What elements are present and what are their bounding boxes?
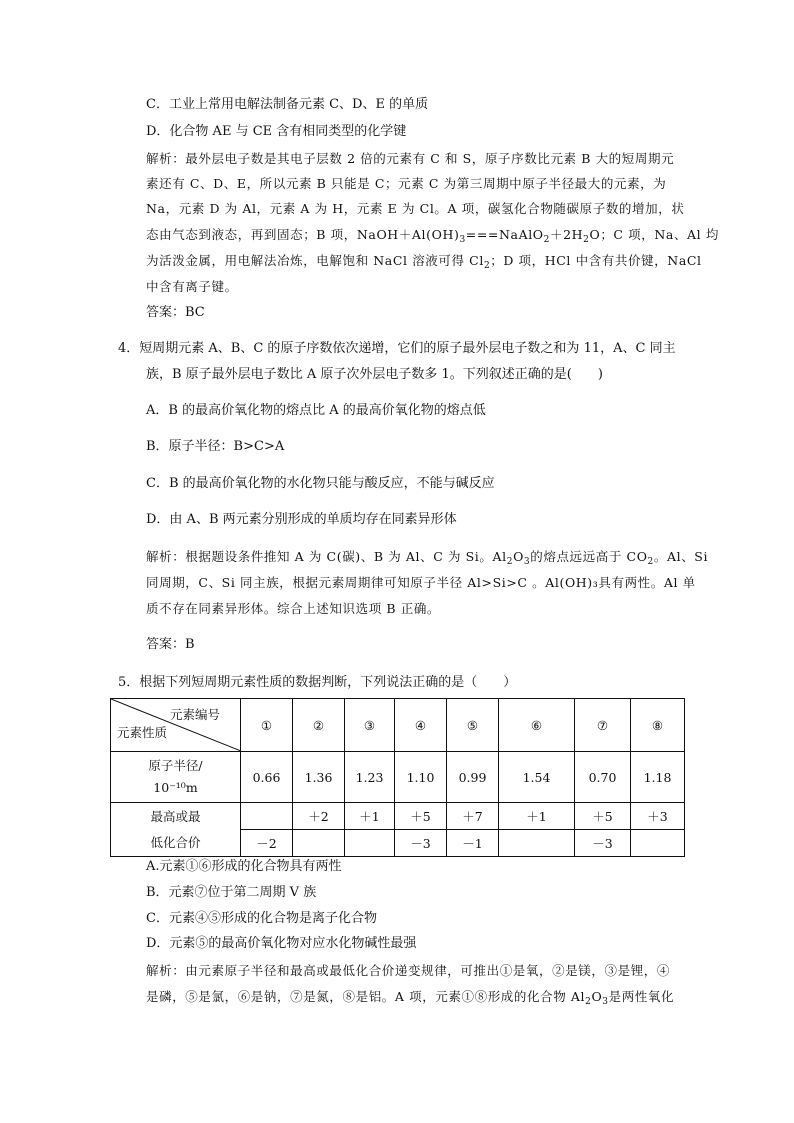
q5-stem xyxy=(118,674,516,692)
table-column-header: ⑦ xyxy=(575,699,631,752)
table-row-header xyxy=(111,803,241,857)
q5-explanation-line: 解析：由元素原子半径和最高或最低化合价递变规律，可推出①是氧，②是镁，③是锂，④ xyxy=(146,963,671,978)
text-run: 解析：根据题设条件推知 A 为 C(碳)、B 为 Al、C 为 Si。Al xyxy=(146,549,507,564)
table-cell: 1.18 xyxy=(631,752,685,803)
table-column-header: ⑤ xyxy=(447,699,499,752)
table-column-header: ⑧ xyxy=(631,699,685,752)
table-column-header: ③ xyxy=(345,699,395,752)
text-run: 态由气态到液态，再到固态；B 项，NaOH＋Al(OH) xyxy=(146,227,460,242)
subscript: 2 xyxy=(585,997,592,1007)
subscript: 2 xyxy=(506,557,514,567)
subscript: 2 xyxy=(543,235,550,245)
q4-option-a: A．B 的最高价氧化物的熔点比 A 的最高价氧化物的熔点低 xyxy=(146,403,486,418)
table-row xyxy=(111,752,685,803)
q4-stem-cont: 族，B 原子最外层电子数比 A 原子次外层电子数多 1。下列叙述正确的是( ) xyxy=(146,367,603,382)
table-cell: －3 xyxy=(575,830,631,857)
text-run: O xyxy=(591,989,603,1004)
element-properties-table xyxy=(110,698,685,857)
q4-option-d: D．由 A、B 两元素分别形成的单质均存在同素异形体 xyxy=(146,512,457,527)
q3-explanation-line: 中含有离子键。 xyxy=(146,279,238,294)
table-cell: －3 xyxy=(395,830,447,857)
text-run: 。Al、Si xyxy=(653,549,709,564)
table-row-header xyxy=(111,752,241,803)
text-run: 的熔点远远高于 CO xyxy=(530,549,648,564)
table-cell xyxy=(499,830,575,857)
row-label: 原子半径/ xyxy=(148,758,203,773)
q3-option-d: D．化合物 AE 与 CE 含有相同类型的化学键 xyxy=(146,124,407,139)
q5-option-b: B．元素⑦位于第二周期 V 族 xyxy=(146,885,317,900)
table-cell: ＋5 xyxy=(575,803,631,830)
table-column-header: ① xyxy=(241,699,293,752)
q5-option-a: A.元素①⑥形成的化合物具有两性 xyxy=(146,859,342,874)
subscript: 2 xyxy=(583,235,590,245)
q4-option-b: B．原子半径：B>C>A xyxy=(146,439,285,454)
question-number: 4． xyxy=(118,341,140,356)
table-cell: 1.23 xyxy=(345,752,395,803)
table-cell: 0.66 xyxy=(241,752,293,803)
table-row xyxy=(111,803,685,830)
table-cell: ＋7 xyxy=(447,803,499,830)
table-column-header: ⑥ xyxy=(499,699,575,752)
subscript: 3 xyxy=(459,235,466,245)
subscript: 3 xyxy=(523,557,531,567)
q3-explanation-line: 解析：最外层电子数是其电子层数 2 倍的元素有 C 和 S，原子序数比元素 B 大的短周期元 xyxy=(146,151,675,166)
table-column-header: ④ xyxy=(395,699,447,752)
table-corner-cell xyxy=(111,699,241,752)
table-cell: 0.99 xyxy=(447,752,499,803)
table-cell xyxy=(241,803,293,830)
table-cell: －1 xyxy=(447,830,499,857)
row-label: 最高或最 xyxy=(150,808,201,824)
q4-stem xyxy=(118,340,676,358)
question-stem: 短周期元素 A、B、C 的原子序数依次递增，它们的原子最外层电子数之和为 11，A、C 同主 xyxy=(139,341,676,356)
q3-answer: 答案：BC xyxy=(146,305,205,320)
table-cell: 1.36 xyxy=(293,752,345,803)
q3-explanation-line xyxy=(146,226,719,244)
text-run: ；D 项，HCl 中含有共价键，NaCl xyxy=(490,253,702,268)
q5-option-c: C．元素④⑤形成的化合物是离子化合物 xyxy=(146,911,377,926)
table-row-header-label: 元素性质 xyxy=(117,725,168,740)
q4-explanation-line: 同周期，C、Si 同主族，根据元素周期律可知原子半径 Al>Si>C 。Al(OH)₃具有两性。Al 单 xyxy=(146,575,696,590)
q3-option-c: C．工业上常用电解法制备元素 C、D、E 的单质 xyxy=(146,97,429,112)
q4-explanation-line: 质不存在同素异形体。综合上述知识选项 B 正确。 xyxy=(146,601,441,616)
q3-explanation-line: Na，元素 D 为 Al，元素 A 为 H，元素 E 为 Cl。A 项，碳氢化合物随碳原子数的增加，状 xyxy=(146,201,685,216)
table-column-header: ② xyxy=(293,699,345,752)
q5-option-d: D．元素⑤的最高价氧化物对应水化物碱性最强 xyxy=(146,936,417,951)
q5-explanation-line xyxy=(146,988,674,1006)
table-cell: ＋1 xyxy=(345,803,395,830)
question-stem: 根据下列短周期元素性质的数据判断，下列说法正确的是（ ） xyxy=(139,675,517,690)
table-cell: ＋3 xyxy=(631,803,685,830)
table-cell: 0.70 xyxy=(575,752,631,803)
subscript: 2 xyxy=(483,261,491,271)
text-run: 是两性氧化 xyxy=(608,989,675,1004)
q4-answer: 答案：B xyxy=(146,637,195,652)
text-run: 为活泼金属，用电解法冶炼，电解饱和 NaCl 溶液可得 Cl xyxy=(146,253,484,268)
table-cell: －2 xyxy=(241,830,293,857)
table-cell: 1.10 xyxy=(395,752,447,803)
table-cell xyxy=(293,830,345,857)
subscript: 3 xyxy=(602,997,609,1007)
row-label: 低化合价 xyxy=(150,834,201,850)
q3-explanation-line xyxy=(146,252,702,270)
table-cell: ＋2 xyxy=(293,803,345,830)
text-run: ＋2H xyxy=(549,227,584,242)
table-column-header-label: 元素编号 xyxy=(169,707,220,722)
question-number: 5． xyxy=(118,675,140,690)
table-cell: 1.54 xyxy=(499,752,575,803)
table-cell: ＋5 xyxy=(395,803,447,830)
table-cell xyxy=(631,830,685,857)
subscript: 2 xyxy=(647,557,654,567)
q4-option-c: C．B 的最高价氧化物的水化物只能与酸反应，不能与碱反应 xyxy=(146,476,495,491)
q3-explanation-line: 素还有 C、D、E，所以元素 B 只能是 C；元素 C 为第三周期中原子半径最大的元素，为 xyxy=(146,176,667,191)
text-run: ===NaAlO xyxy=(465,227,544,242)
text-run: O；C 项，Na、Al 均 xyxy=(589,227,719,242)
text-run: 是磷，⑤是氯，⑥是钠，⑦是氮，⑧是铝。A 项，元素①⑧形成的化合物 Al xyxy=(146,989,586,1004)
table-header-row xyxy=(111,699,685,752)
row-label-unit: 10⁻¹⁰m xyxy=(153,780,198,795)
text-run: O xyxy=(513,549,524,564)
table-cell xyxy=(345,830,395,857)
table-cell: ＋1 xyxy=(499,803,575,830)
q4-explanation-line xyxy=(146,548,708,566)
